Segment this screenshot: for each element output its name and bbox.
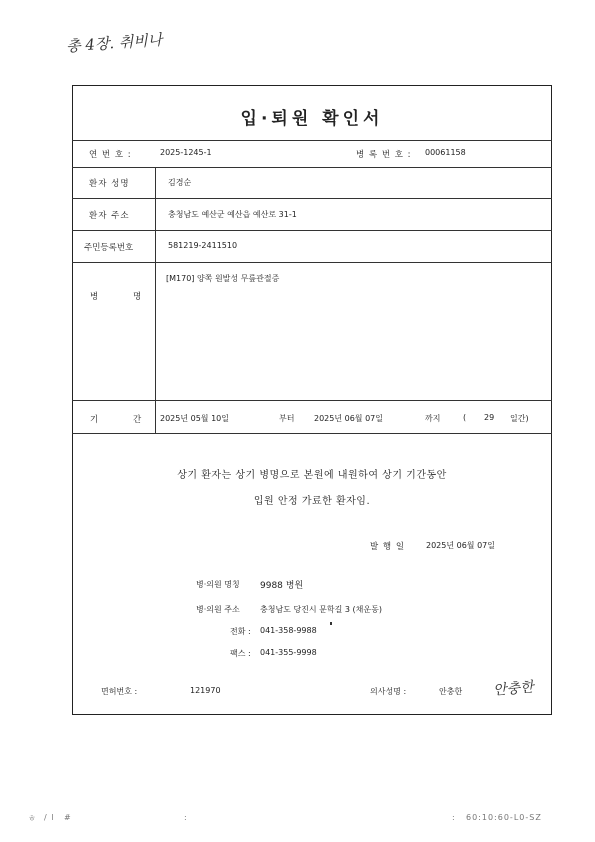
hospital-address-label: 병·의원 주소: [196, 605, 240, 614]
period-from: 부터: [279, 414, 295, 423]
stray-mark: [330, 622, 332, 625]
divider: [72, 262, 552, 263]
statement-line-1: 상기 환자는 상기 병명으로 본원에 내원하여 상기 기간동안: [177, 470, 447, 481]
diagnosis-text: [M170] 양쪽 원발성 무릎관절증: [166, 274, 280, 283]
serial-number: 2025-1245-1: [160, 148, 212, 157]
license-number: 121970: [190, 686, 221, 695]
fax-number: 041-355-9998: [260, 648, 317, 657]
fax-footer-left-a: ㅎ: [28, 814, 37, 823]
divider: [72, 230, 552, 231]
issue-date: 2025년 06월 07일: [426, 541, 495, 550]
serial-label: 연 번 호 :: [89, 150, 132, 160]
fax-footer-left-c: #: [64, 813, 72, 822]
hospital-name: 9988 병원: [260, 581, 304, 591]
divider: [72, 433, 552, 434]
record-number: 00061158: [425, 148, 466, 157]
patient-name-label: 환자 성명: [89, 179, 130, 189]
patient-address: 충청남도 예산군 예산읍 예산로 31-1: [168, 210, 297, 219]
patient-name: 김경순: [168, 178, 192, 187]
period-to: 까지: [425, 414, 441, 423]
period-start: 2025년 05월 10일: [160, 414, 229, 423]
document-title: 입·퇴원 확인서: [240, 109, 384, 129]
phone-number: 041-358-9988: [260, 626, 317, 635]
divider: [72, 400, 552, 401]
diagnosis-label-1: 병: [90, 292, 100, 302]
patient-address-label: 환자 주소: [89, 211, 130, 221]
resident-number: 581219-2411510: [168, 241, 238, 250]
record-label: 병 록 번 호 :: [356, 150, 412, 160]
period-open-paren: (: [463, 413, 467, 422]
fax-footer-left-b: / l: [44, 813, 55, 822]
diagnosis-label-2: 명: [133, 292, 143, 302]
period-days-suffix: 일간): [510, 414, 529, 423]
divider: [72, 198, 552, 199]
issue-date-label: 발 행 일: [370, 542, 406, 552]
hospital-name-label: 병·의원 명칭: [196, 580, 240, 589]
doctor-name-label: 의사성명 :: [370, 687, 407, 696]
resident-number-label: 주민등록번호: [84, 243, 134, 253]
period-label-2: 간: [133, 415, 143, 425]
period-days: 29: [484, 413, 495, 422]
divider: [72, 140, 552, 141]
fax-footer-right-a: :: [452, 813, 456, 822]
fax-footer-mid: :: [184, 813, 188, 822]
phone-label: 전화 :: [230, 627, 251, 636]
period-label-1: 기: [90, 415, 100, 425]
doctor-signature: 안충한: [492, 679, 535, 699]
fax-footer-right-b: 60:10:60-L0-SZ: [466, 813, 542, 822]
hospital-address: 충청남도 당진시 문학길 3 (채운동): [260, 605, 382, 614]
divider: [72, 167, 552, 168]
license-label: 면허번호 :: [101, 687, 138, 696]
statement-line-2: 입원 안정 가료한 환자임.: [253, 496, 371, 507]
fax-label: 팩스 :: [230, 649, 251, 658]
period-end: 2025년 06월 07일: [314, 414, 383, 423]
handwritten-note: 총 4장. 취비나: [65, 30, 163, 56]
doctor-name: 안충한: [439, 687, 463, 696]
column-divider: [155, 167, 156, 433]
